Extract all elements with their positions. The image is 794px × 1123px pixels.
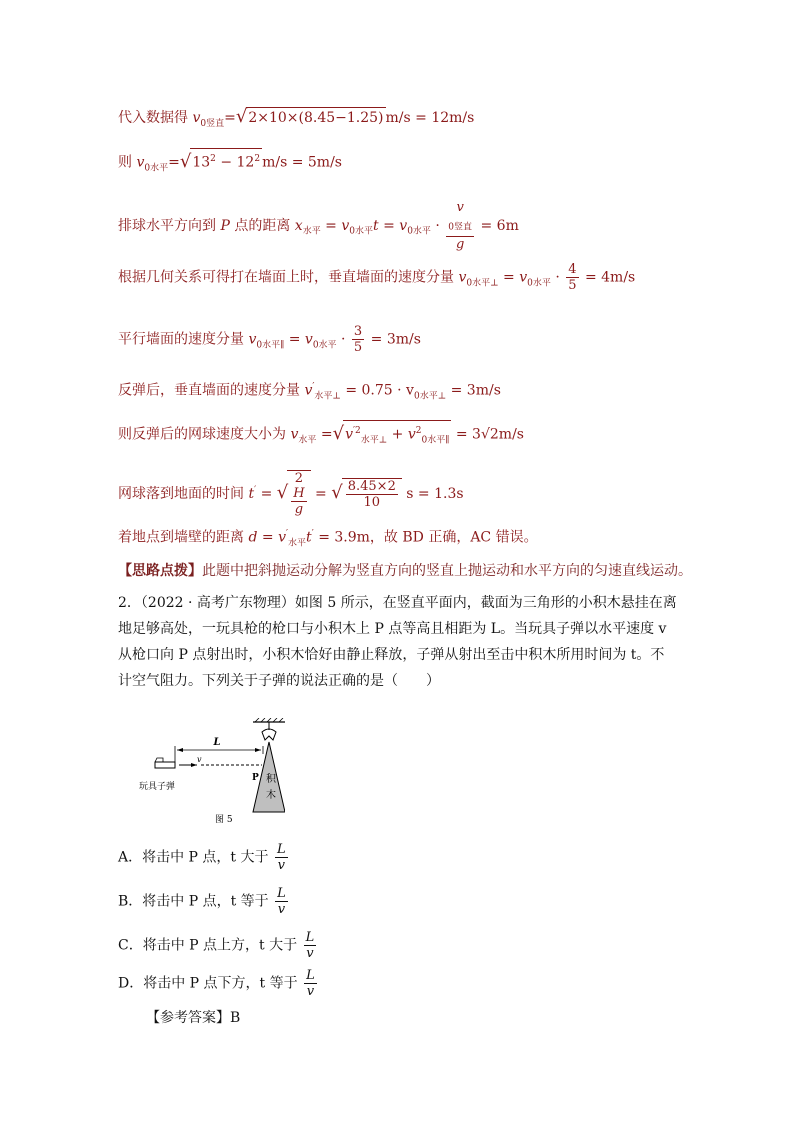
- solution-line-5: 平行墙面的速度分量 $v_{0水平\parallel} = v_{0水平}$ · $\frac{3}{5}$ = 3m/s: [118, 324, 421, 355]
- frac-numerator: L: [277, 886, 286, 901]
- solution-line-7: 则反弹后的网球速度大小为 $v_{水平} =√v^{'2}_{水平\perp} + v^2_{0水平\parallel} = 3√2m/s$: [118, 420, 524, 450]
- solution-line-1: 代入数据得 $v_{0竖直}=√2\times 10\times(8.45-1.25) m/s = 12m/s$: [118, 106, 475, 129]
- solution-line-4: 根据几何关系可得打在墙面上时，垂直墙面的速度分量 $v_{0水平\perp} = v_{0水平}$ · $\frac{4}{5}$ = 4m/s: [118, 262, 636, 293]
- block-label-2: 木: [266, 790, 276, 801]
- line-text: 点的距离: [234, 217, 291, 234]
- option-text: A．将击中 P 点，t 大于: [118, 849, 269, 866]
- line-result: = 4m/s: [584, 269, 636, 286]
- block-label-1: 积: [266, 774, 276, 785]
- solution-line-6: 反弹后，垂直墙面的速度分量 $v'_{水平\perp} = 0.75 \cdot v_{0水平\perp} = 3m/s$: [118, 382, 501, 402]
- line-text: 网球落到地面的时间: [118, 486, 244, 502]
- option-text: C．将击中 P 点上方，t 大于: [118, 937, 298, 954]
- point-p-label: P: [220, 217, 230, 234]
- figure-caption: 图 5: [215, 815, 233, 825]
- line-text: 排球水平方向到: [118, 217, 216, 234]
- line-text: 则反弹后的网球速度大小为: [118, 426, 286, 443]
- line-text: 反弹后，垂直墙面的速度分量: [118, 382, 300, 399]
- v-label: v: [197, 755, 202, 764]
- line-text: 代入数据得: [118, 110, 188, 126]
- solution-line-8: 网球落到地面的时间 t′ = √ 2 H g = √ $\frac{8.45\times 2}{10}$ s = 1.3s: [118, 471, 464, 517]
- option-text: D．将击中 P 点下方，t 等于: [118, 975, 298, 992]
- line-result: = 0.75 · v: [345, 382, 414, 399]
- clip-icon: [262, 729, 276, 740]
- l-label: L: [213, 737, 221, 748]
- line-result: = 6m: [480, 217, 519, 234]
- line-result: = 3m/s: [450, 382, 501, 399]
- answer-value: B: [230, 1010, 241, 1026]
- line-result: s = 1.3s: [406, 486, 464, 502]
- question-text: 2．（2022 · 高考广东物理）如图 5 所示，在竖直平面内，截面为三角形的小积木悬挂在离地足够高处，一玩具枪的枪口与小积木上 P 点等高且相距为 L。当玩具子弹以水平速度 v 从枪口向 P 点射出时，小积木恰好由静止释放，子弹从射出至击中积木所用时间为 t。不计空气阻力。下列关于子弹的说法正确的是（ ）: [118, 595, 677, 689]
- line-result: = 3√2m/s: [455, 426, 524, 443]
- option-a[interactable]: [118, 842, 290, 873]
- line-text: 着地点到墙壁的距离: [118, 529, 244, 546]
- frac-denominator: v: [306, 984, 315, 999]
- answer-line: [146, 1008, 240, 1028]
- tip-line: [118, 561, 692, 581]
- frac-numerator: L: [276, 842, 286, 857]
- line-text: 则: [118, 154, 132, 171]
- answer-label: 【参考答案】: [146, 1010, 230, 1026]
- frac-denominator: v: [277, 858, 285, 873]
- line-result: = 3.9m，故 BD 正确，AC 错误。: [318, 529, 538, 546]
- frac-denominator: v: [306, 946, 314, 961]
- tip-text: 此题中把斜抛运动分解为竖直方向的竖直上抛运动和水平方向的匀速直线运动。: [202, 563, 692, 579]
- line-text: 根据几何关系可得打在墙面上时，垂直墙面的速度分量: [118, 269, 454, 286]
- solution-line-9: 着地点到墙壁的距离 $d = v'_{水平}t' = 3.9m$，故 BD 正确，AC 错误。: [118, 529, 538, 549]
- option-d[interactable]: [118, 968, 319, 999]
- frac-denominator: v: [277, 902, 286, 917]
- option-c[interactable]: [118, 930, 318, 961]
- gun-label: 玩具子弹: [139, 782, 176, 792]
- option-b[interactable]: [118, 886, 290, 917]
- tip-label: 【思路点拨】: [118, 563, 202, 579]
- line-text: 平行墙面的速度分量: [118, 331, 244, 348]
- solution-line-2: 则 $v_{0水平}=√13^2 - 12^2$ m/s = 5m/s: [118, 148, 342, 178]
- solution-line-3: 排球水平方向到 P 点的距离 $x_{水平} = v_{0水平}t = v_{0水平}$ · v $_{0竖直}$ g = 6m: [118, 200, 519, 252]
- figure-5: [135, 718, 285, 830]
- frac-numerator: L: [305, 930, 315, 945]
- p-label: P: [252, 773, 259, 783]
- frac-numerator: L: [306, 968, 315, 983]
- option-text: B．将击中 P 点，t 等于: [118, 893, 269, 910]
- line-result: = 3m/s: [370, 331, 421, 348]
- gun-icon: [155, 762, 175, 768]
